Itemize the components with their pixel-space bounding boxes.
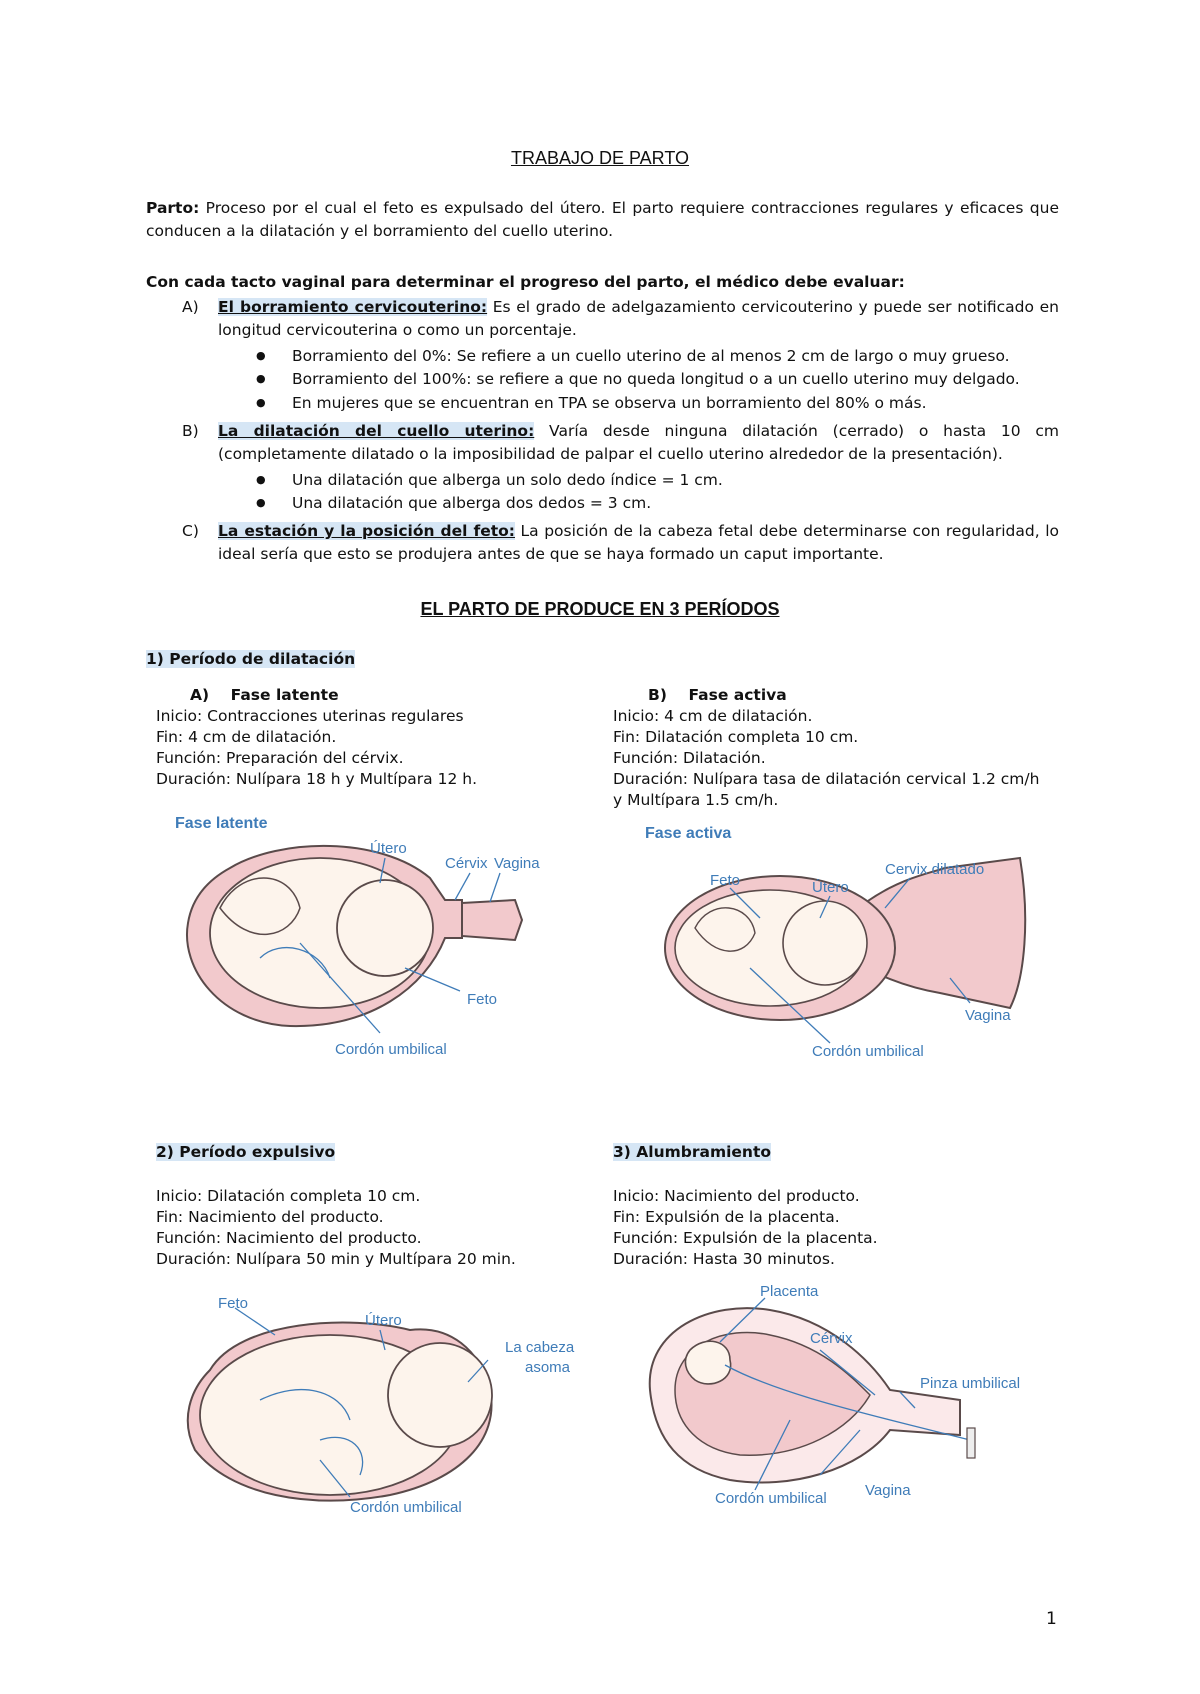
latent-phase-figure bbox=[170, 808, 580, 1068]
list-item: ● Una dilatación que alberga dos dedos = 3 cm. bbox=[256, 492, 1066, 515]
latent-heading: A) Fase latente bbox=[190, 686, 339, 704]
period2-details bbox=[156, 1186, 586, 1270]
period3-line: Inicio: Nacimiento del producto. bbox=[613, 1187, 860, 1205]
figure-title: Fase latente bbox=[175, 815, 268, 832]
period3-heading bbox=[613, 1141, 771, 1164]
label-utero: Útero bbox=[370, 840, 407, 857]
delivery-placenta-figure bbox=[630, 1280, 1040, 1520]
item-b-term: La dilatación del cuello uterino: bbox=[218, 422, 535, 440]
period2-heading-text: 2) Período expulsivo bbox=[156, 1143, 336, 1161]
period3-details bbox=[613, 1186, 1043, 1270]
label-cordon: Cordón umbilical bbox=[335, 1041, 447, 1058]
label-vagina: Vagina bbox=[965, 1007, 1011, 1024]
label-utero: Útero bbox=[812, 879, 849, 896]
label-vagina: Vagina bbox=[865, 1482, 911, 1499]
latent-line: Función: Preparación del cérvix. bbox=[156, 749, 404, 767]
latent-line: Fin: 4 cm de dilatación. bbox=[156, 728, 337, 746]
latent-details bbox=[156, 706, 576, 790]
item-a-bullets bbox=[256, 345, 1066, 415]
figure-title: Fase activa bbox=[645, 825, 732, 842]
label-feto: Feto bbox=[467, 991, 498, 1008]
item-b-text: Varía desde ninguna dilatación (cerrado) o hasta 10 cm (completamente dilatado o la imposibilidad de palpar el cuello uterino alrededor de la presentación). bbox=[218, 422, 1059, 464]
period1-heading bbox=[146, 648, 355, 671]
item-b-paragraph bbox=[218, 420, 1059, 467]
expulsive-period-figure bbox=[170, 1290, 590, 1520]
period2-heading bbox=[156, 1141, 335, 1164]
period1-heading-text: 1) Período de dilatación bbox=[146, 650, 356, 668]
item-b-bullets bbox=[256, 469, 1066, 516]
label-placenta: Placenta bbox=[760, 1283, 819, 1300]
label-feto: Feto bbox=[218, 1295, 249, 1312]
periods-title: EL PARTO DE PRODUCE EN 3 PERÍODOS bbox=[420, 599, 780, 619]
label-pinza: Pinza umbilical bbox=[920, 1375, 1021, 1392]
active-phase-figure bbox=[640, 818, 1040, 1068]
page-title: TRABAJO DE PARTO bbox=[510, 148, 690, 168]
item-c-text: La posición de la cabeza fetal debe determinarse con regularidad, lo ideal sería que esto se produjera antes de que se haya formado un caput importante. bbox=[218, 522, 1059, 564]
period2-line: Fin: Nacimiento del producto. bbox=[156, 1208, 384, 1226]
item-c-paragraph bbox=[218, 520, 1059, 567]
list-item: ● Borramiento del 100%: se refiere a que no queda longitud o a un cuello uterino muy delgado. bbox=[256, 368, 1066, 391]
intro-paragraph bbox=[146, 197, 1059, 244]
label-cervix: Cérvix bbox=[445, 855, 488, 872]
list-item: ● Borramiento del 0%: Se refiere a un cuello uterino de al menos 2 cm de largo o muy grueso. bbox=[256, 345, 1066, 368]
list-item: ● En mujeres que se encuentran en TPA se observa un borramiento del 80% o más. bbox=[256, 392, 1066, 415]
item-a-paragraph bbox=[218, 296, 1059, 343]
period3-heading-text: 3) Alumbramiento bbox=[613, 1143, 772, 1161]
period2-line: Función: Nacimiento del producto. bbox=[156, 1229, 422, 1247]
period2-line: Inicio: Dilatación completa 10 cm. bbox=[156, 1187, 421, 1205]
label-vagina: Vagina bbox=[494, 855, 540, 872]
item-a-text: Es el grado de adelgazamiento cervicouterino y puede ser notificado en longitud cervicouterina o como un porcentaje. bbox=[218, 298, 1059, 340]
active-heading: B) Fase activa bbox=[648, 686, 787, 704]
latent-line: Duración: Nulípara 18 h y Multípara 12 h. bbox=[156, 770, 478, 788]
item-b-marker: B) bbox=[182, 422, 199, 440]
item-a-marker: A) bbox=[182, 298, 199, 316]
label-asoma: asoma bbox=[525, 1359, 571, 1376]
page-number: 1 bbox=[1046, 1609, 1057, 1629]
active-line: Función: Dilatación. bbox=[613, 749, 766, 767]
active-line: Duración: Nulípara tasa de dilatación cervical 1.2 cm/h y Multípara 1.5 cm/h. bbox=[613, 770, 1040, 809]
period2-line: Duración: Nulípara 50 min y Multípara 20 min. bbox=[156, 1250, 516, 1268]
label-feto: Feto bbox=[710, 872, 741, 889]
label-cabeza: La cabeza bbox=[505, 1339, 575, 1356]
label-cervix: Cérvix bbox=[810, 1330, 853, 1347]
label-cervix-dilatado: Cervix dilatado bbox=[885, 861, 985, 878]
latent-line: Inicio: Contracciones uterinas regulares bbox=[156, 707, 464, 725]
intro-term: Parto: bbox=[146, 199, 200, 217]
active-details bbox=[613, 706, 1043, 811]
item-c-term: La estación y la posición del feto: bbox=[218, 522, 515, 540]
label-utero: Útero bbox=[365, 1312, 402, 1329]
period3-line: Duración: Hasta 30 minutos. bbox=[613, 1250, 835, 1268]
active-line: Inicio: 4 cm de dilatación. bbox=[613, 707, 813, 725]
item-c-marker: C) bbox=[182, 522, 199, 540]
item-a-term: El borramiento cervicouterino: bbox=[218, 298, 488, 316]
list-item: ● Una dilatación que alberga un solo dedo índice = 1 cm. bbox=[256, 469, 1066, 492]
label-cordon: Cordón umbilical bbox=[812, 1043, 924, 1060]
label-cordon: Cordón umbilical bbox=[350, 1499, 462, 1516]
active-line: Fin: Dilatación completa 10 cm. bbox=[613, 728, 859, 746]
evaluation-heading: Con cada tacto vaginal para determinar el progreso del parto, el médico debe evaluar: bbox=[146, 273, 905, 291]
period3-line: Fin: Expulsión de la placenta. bbox=[613, 1208, 840, 1226]
label-cordon: Cordón umbilical bbox=[715, 1490, 827, 1507]
intro-text: Proceso por el cual el feto es expulsado del útero. El parto requiere contracciones regulares y eficaces que conducen a la dilatación y el borramiento del cuello uterino. bbox=[146, 199, 1059, 241]
period3-line: Función: Expulsión de la placenta. bbox=[613, 1229, 878, 1247]
